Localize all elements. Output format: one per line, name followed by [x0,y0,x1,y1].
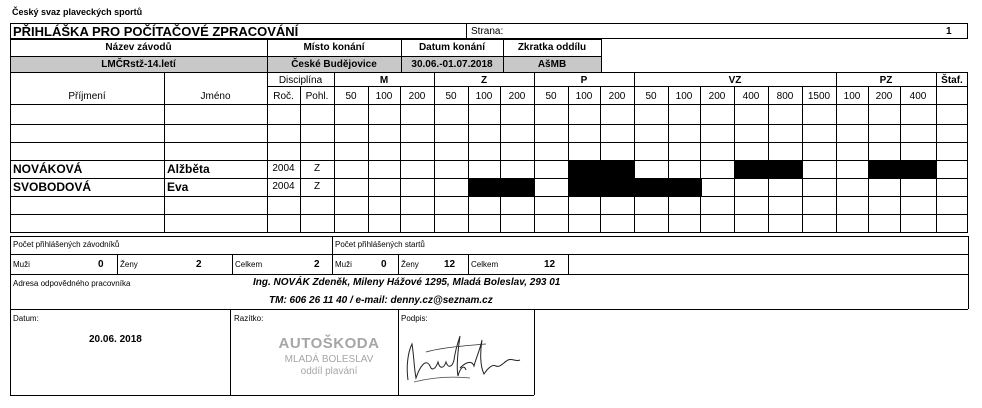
starts-total-label: Celkem [471,260,499,269]
meet-place: České Budějovice [291,59,377,70]
distance-header: 50 [445,91,457,102]
signature-label: Podpis: [401,314,428,323]
date-label: Datum: [13,314,39,323]
stamp-line-1: AUTOŠKODA [278,335,380,352]
swimmers-count-label: Počet přihlášených závodníků [13,240,120,249]
meet-name-label: Název závodů [105,42,172,53]
entry-2-surname: SVOBODOVÁ [13,180,92,194]
distance-header: 200 [408,91,426,102]
meet-date-label: Datum konání [418,42,486,53]
stamp-label: Razítko: [234,314,264,323]
starts-count-label: Počet přihlášených startů [335,240,425,249]
swimmers-women-value: 2 [196,259,202,270]
contact-address: Ing. NOVÁK Zdeněk, Mileny Hážové 1295, Mladá Boleslav, 293 01 [253,277,561,288]
swimmers-women-label: Ženy [120,260,138,269]
meet-place-label: Místo konání [303,42,365,53]
entry-1-gender: Z [313,163,321,174]
stamp-line-2: MLADÁ BOLESLAV [284,354,374,365]
starts-women-value: 12 [444,259,456,270]
distance-header: 200 [508,91,526,102]
club-stamp [262,335,396,377]
entry-1-year: 2004 [272,163,295,174]
distance-header: 50 [345,91,357,102]
distance-header: 50 [645,91,657,102]
distance-header: 800 [776,91,794,102]
swimmers-men-value: 0 [98,259,104,270]
swimmers-men-label: Muži [13,260,30,269]
distance-header: 100 [475,91,493,102]
swimmers-total-value: 2 [314,259,320,270]
distance-header: 1500 [807,91,831,102]
stroke-vz-header: VZ [728,75,742,86]
distance-header: 100 [575,91,593,102]
organization-name: Český svaz plaveckých sportů [12,7,143,17]
signing-date: 20.06. 2018 [89,334,142,345]
contact-phone-email: TM: 606 26 11 40 / e-mail: denny.cz@seznam.cz [269,295,493,306]
entry-2-gender: Z [313,181,321,192]
firstname-header: Jméno [200,91,231,102]
stroke-p-header: P [580,75,588,86]
page-number: 1 [946,26,952,37]
starts-men-value: 0 [381,259,387,270]
stroke-z-header: Z [480,75,488,86]
relay-header: Štaf. [941,75,963,86]
swimmers-total-label: Celkem [235,260,263,269]
entry-1-firstname: Alžběta [167,162,210,176]
starts-women-label: Ženy [401,260,419,269]
page-label: Strana: [471,26,504,37]
gender-header: Pohl. [305,91,329,102]
surname-header: Příjmení [68,91,106,102]
distance-header: 200 [608,91,626,102]
stamp-line-3: oddíl plavání [300,366,358,377]
club-code: AšMB [537,59,567,70]
distance-header: 100 [675,91,693,102]
club-code-label: Zkratka oddílu [517,42,587,53]
distance-header: 100 [843,91,861,102]
meet-date: 30.06.-01.07.2018 [411,59,493,70]
distance-header: 200 [875,91,893,102]
distance-header: 100 [375,91,393,102]
entries-table-border [10,72,968,233]
starts-total-value: 12 [544,259,556,270]
distance-header: 400 [742,91,760,102]
distance-header: 400 [909,91,927,102]
contact-label: Adresa odpovědného pracovníka [13,279,131,288]
entry-2-year: 2004 [272,181,295,192]
discipline-header: Disciplína [278,75,323,86]
form-title: PŘIHLÁŠKA PRO POČÍTAČOVÉ ZPRACOVÁNÍ [13,24,299,39]
distance-header: 50 [545,91,557,102]
meet-name: LMČRstž-14.letí [101,59,176,70]
stroke-m-header: M [379,75,389,86]
stroke-pz-header: PZ [879,75,893,86]
entry-2-firstname: Eva [167,180,189,194]
handwritten-signature [400,322,532,392]
entry-1-surname: NOVÁKOVÁ [13,162,83,176]
distance-header: 200 [708,91,726,102]
starts-men-label: Muži [335,260,352,269]
year-header: Roč. [273,91,294,102]
